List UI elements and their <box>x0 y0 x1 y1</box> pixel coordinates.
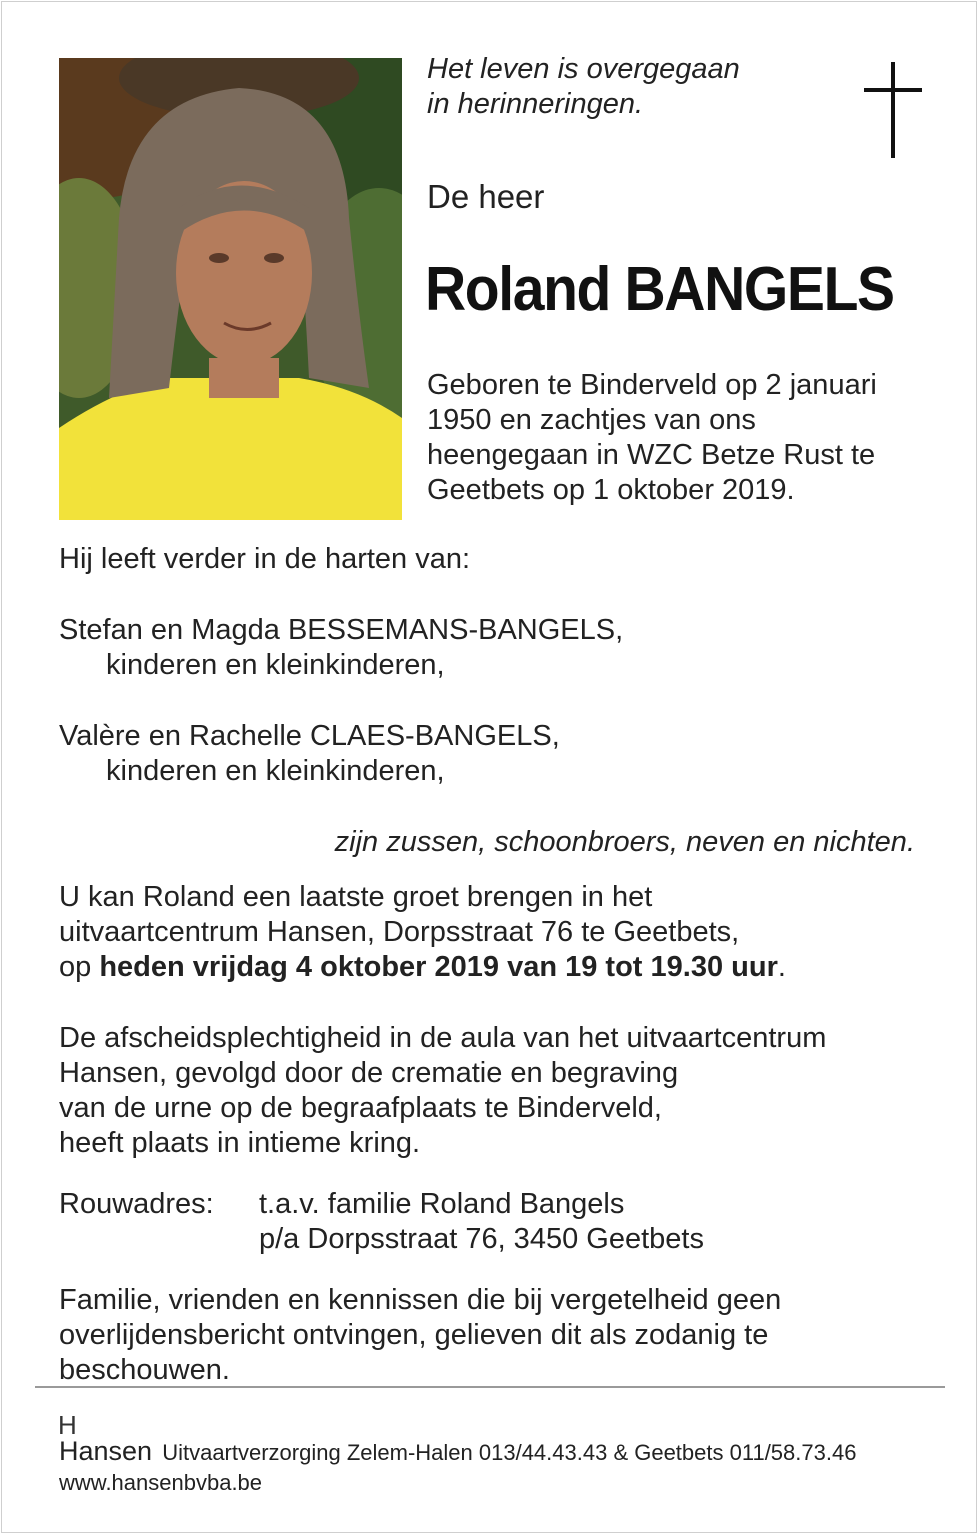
birth-line: Geboren te Binderveld op 2 januari <box>427 369 877 401</box>
visit-prefix: op <box>59 951 100 983</box>
visit-suffix: . <box>777 951 786 983</box>
family-intro: Hij leeft verder in de harten van: <box>59 543 471 575</box>
hansen-logo-letter: H <box>58 1410 77 1440</box>
birth-line: Geetbets op 1 oktober 2019. <box>427 474 795 506</box>
family-group-2-name: Valère en Rachelle CLAES-BANGELS, <box>59 720 560 752</box>
family-group-1-sub: kinderen en kleinkinderen, <box>106 649 445 681</box>
address-label: Rouwadres: <box>59 1188 214 1220</box>
deceased-name: Roland BANGELS <box>425 255 894 324</box>
visit-line-3 <box>59 950 786 985</box>
birth-line: 1950 en zachtjes van ons <box>427 404 756 436</box>
honorific: De heer <box>427 178 545 215</box>
footer-contact: Uitvaartverzorging Zelem-Halen 013/44.43.43 & Geetbets 011/58.73.46 <box>162 1440 857 1465</box>
motto <box>427 52 740 122</box>
footer-info <box>59 1436 856 1467</box>
notice-line: beschouwen. <box>59 1354 230 1386</box>
ceremony-line: De afscheidsplechtigheid in de aula van het uitvaartcentrum <box>59 1022 827 1054</box>
family-group-2-sub: kinderen en kleinkinderen, <box>106 755 445 787</box>
relatives-line: zijn zussen, schoonbroers, neven en nichten. <box>334 826 915 858</box>
portrait-photo <box>59 58 402 520</box>
notice-line: Familie, vrienden en kennissen die bij vergetelheid geen <box>59 1284 782 1316</box>
visit-line-1: U kan Roland een laatste groet brengen in het <box>59 881 653 913</box>
address-line-1: t.a.v. familie Roland Bangels <box>259 1188 625 1220</box>
family-group-1-name: Stefan en Magda BESSEMANS-BANGELS, <box>59 614 624 646</box>
motto-line: Het leven is overgegaan <box>427 53 740 85</box>
visit-line-2: uitvaartcentrum Hansen, Dorpsstraat 76 te Geetbets, <box>59 916 740 948</box>
hansen-logo-text: Hansen <box>59 1436 153 1466</box>
ceremony-line: heeft plaats in intieme kring. <box>59 1127 421 1159</box>
divider <box>35 1386 945 1388</box>
birth-line: heengegaan in WZC Betze Rust te <box>427 439 876 471</box>
visit-time: heden vrijdag 4 oktober 2019 van 19 tot 19.30 uur <box>99 951 778 983</box>
ceremony-line: van de urne op de begraafplaats te Binderveld, <box>59 1092 662 1124</box>
cross-icon <box>864 62 922 158</box>
ceremony-line: Hansen, gevolgd door de crematie en begraving <box>59 1057 679 1089</box>
motto-line: in herinneringen. <box>427 88 644 120</box>
address-line-2: p/a Dorpsstraat 76, 3450 Geetbets <box>259 1223 704 1255</box>
notice-line: overlijdensbericht ontvingen, gelieven dit als zodanig te <box>59 1319 769 1351</box>
birth-death-info <box>427 368 947 508</box>
website-link[interactable]: www.hansenbvba.be <box>59 1470 263 1495</box>
